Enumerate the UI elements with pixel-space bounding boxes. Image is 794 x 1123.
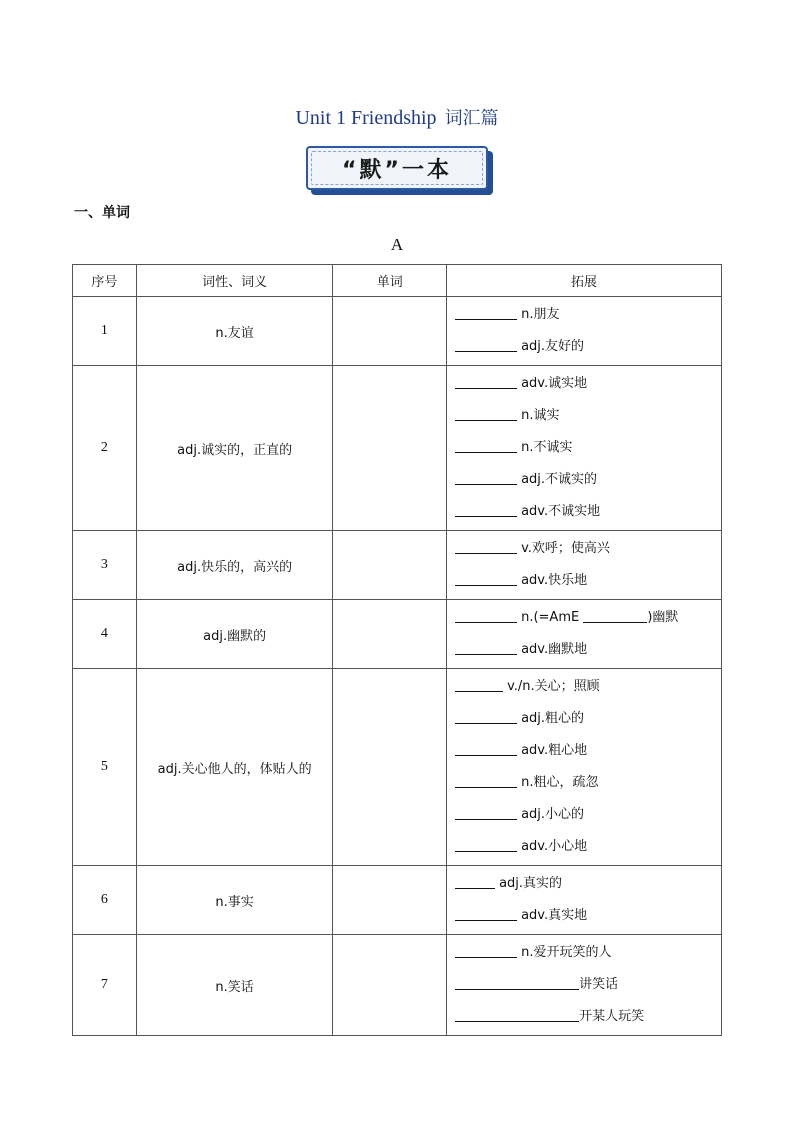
row-number: 7 bbox=[73, 935, 137, 1036]
extension-item: adj.不诚实的 bbox=[455, 464, 721, 496]
extension-item: n.诚实 bbox=[455, 400, 721, 432]
extension-item: adv.小心地 bbox=[455, 831, 721, 863]
banner-badge bbox=[306, 146, 488, 190]
header-word: 单词 bbox=[333, 265, 447, 297]
page-title bbox=[0, 104, 794, 130]
row-meaning: n.事实 bbox=[136, 866, 333, 935]
table-row bbox=[73, 366, 722, 531]
answer-blank[interactable] bbox=[455, 969, 579, 990]
table-row bbox=[73, 669, 722, 866]
answer-blank[interactable] bbox=[583, 602, 647, 623]
row-number: 6 bbox=[73, 866, 137, 935]
header-extension: 拓展 bbox=[447, 265, 722, 297]
row-meaning: adj.诚实的，正直的 bbox=[136, 366, 333, 531]
word-answer-cell[interactable] bbox=[333, 531, 447, 600]
extension-item: v.欢呼；使高兴 bbox=[455, 533, 721, 565]
extension-cell bbox=[447, 600, 722, 669]
table-row bbox=[73, 866, 722, 935]
row-meaning: n.笑话 bbox=[136, 935, 333, 1036]
answer-blank[interactable] bbox=[455, 533, 517, 554]
extension-item: adv.快乐地 bbox=[455, 565, 721, 597]
extension-cell bbox=[447, 669, 722, 866]
answer-blank[interactable] bbox=[455, 831, 517, 852]
answer-blank[interactable] bbox=[455, 703, 517, 724]
extension-item: n.粗心，疏忽 bbox=[455, 767, 721, 799]
extension-item: n.(=AmE )幽默 bbox=[455, 602, 721, 634]
extension-cell bbox=[447, 297, 722, 366]
extension-item: adv.诚实地 bbox=[455, 368, 721, 400]
row-meaning: n.友谊 bbox=[136, 297, 333, 366]
word-answer-cell[interactable] bbox=[333, 297, 447, 366]
banner-text: “默”一本 bbox=[342, 157, 452, 183]
answer-blank[interactable] bbox=[455, 937, 517, 958]
answer-blank[interactable] bbox=[455, 464, 517, 485]
word-answer-cell[interactable] bbox=[333, 866, 447, 935]
row-number: 2 bbox=[73, 366, 137, 531]
extension-item: adv.不诚实地 bbox=[455, 496, 721, 528]
answer-blank[interactable] bbox=[455, 1001, 579, 1022]
answer-blank[interactable] bbox=[455, 565, 517, 586]
answer-blank[interactable] bbox=[455, 331, 517, 352]
answer-blank[interactable] bbox=[455, 735, 517, 756]
vocabulary-table bbox=[72, 264, 722, 1036]
extension-item: adv.真实地 bbox=[455, 900, 721, 932]
answer-blank[interactable] bbox=[455, 496, 517, 517]
extension-cell bbox=[447, 366, 722, 531]
extension-cell bbox=[447, 935, 722, 1036]
extension-item: adj.粗心的 bbox=[455, 703, 721, 735]
extension-item: n.爱开玩笑的人 bbox=[455, 937, 721, 969]
extension-cell bbox=[447, 531, 722, 600]
answer-blank[interactable] bbox=[455, 634, 517, 655]
table-row bbox=[73, 935, 722, 1036]
extension-item: 开某人玩笑 bbox=[455, 1001, 721, 1033]
row-meaning: adj.幽默的 bbox=[136, 600, 333, 669]
answer-blank[interactable] bbox=[455, 767, 517, 788]
word-answer-cell[interactable] bbox=[333, 366, 447, 531]
row-number: 4 bbox=[73, 600, 137, 669]
table-row bbox=[73, 297, 722, 366]
row-number: 3 bbox=[73, 531, 137, 600]
extension-item: adj.小心的 bbox=[455, 799, 721, 831]
word-answer-cell[interactable] bbox=[333, 935, 447, 1036]
table-row bbox=[73, 600, 722, 669]
answer-blank[interactable] bbox=[455, 671, 503, 692]
answer-blank[interactable] bbox=[455, 900, 517, 921]
row-meaning: adj.关心他人的，体贴人的 bbox=[136, 669, 333, 866]
extension-item: v./n.关心；照顾 bbox=[455, 671, 721, 703]
answer-blank[interactable] bbox=[455, 299, 517, 320]
extension-item: adj.友好的 bbox=[455, 331, 721, 363]
section-heading: 一、单词 bbox=[74, 205, 130, 221]
extension-item: adv.粗心地 bbox=[455, 735, 721, 767]
row-meaning: adj.快乐的，高兴的 bbox=[136, 531, 333, 600]
extension-item: 讲笑话 bbox=[455, 969, 721, 1001]
answer-blank[interactable] bbox=[455, 400, 517, 421]
extension-item: adj.真实的 bbox=[455, 868, 721, 900]
title-chinese: 词汇篇 bbox=[444, 108, 499, 129]
header-number: 序号 bbox=[73, 265, 137, 297]
answer-blank[interactable] bbox=[455, 799, 517, 820]
answer-blank[interactable] bbox=[455, 432, 517, 453]
extension-cell bbox=[447, 866, 722, 935]
row-number: 1 bbox=[73, 297, 137, 366]
answer-blank[interactable] bbox=[455, 868, 495, 889]
header-meaning: 词性、词义 bbox=[136, 265, 333, 297]
extension-item: n.不诚实 bbox=[455, 432, 721, 464]
word-answer-cell[interactable] bbox=[333, 669, 447, 866]
table-row bbox=[73, 531, 722, 600]
answer-blank[interactable] bbox=[455, 602, 517, 623]
title-english: Unit 1 Friendship bbox=[295, 107, 437, 129]
row-number: 5 bbox=[73, 669, 137, 866]
word-answer-cell[interactable] bbox=[333, 600, 447, 669]
extension-item: n.朋友 bbox=[455, 299, 721, 331]
sub-heading-letter: A bbox=[390, 235, 404, 254]
answer-blank[interactable] bbox=[455, 368, 517, 389]
table-header-row bbox=[73, 265, 722, 297]
extension-item: adv.幽默地 bbox=[455, 634, 721, 666]
